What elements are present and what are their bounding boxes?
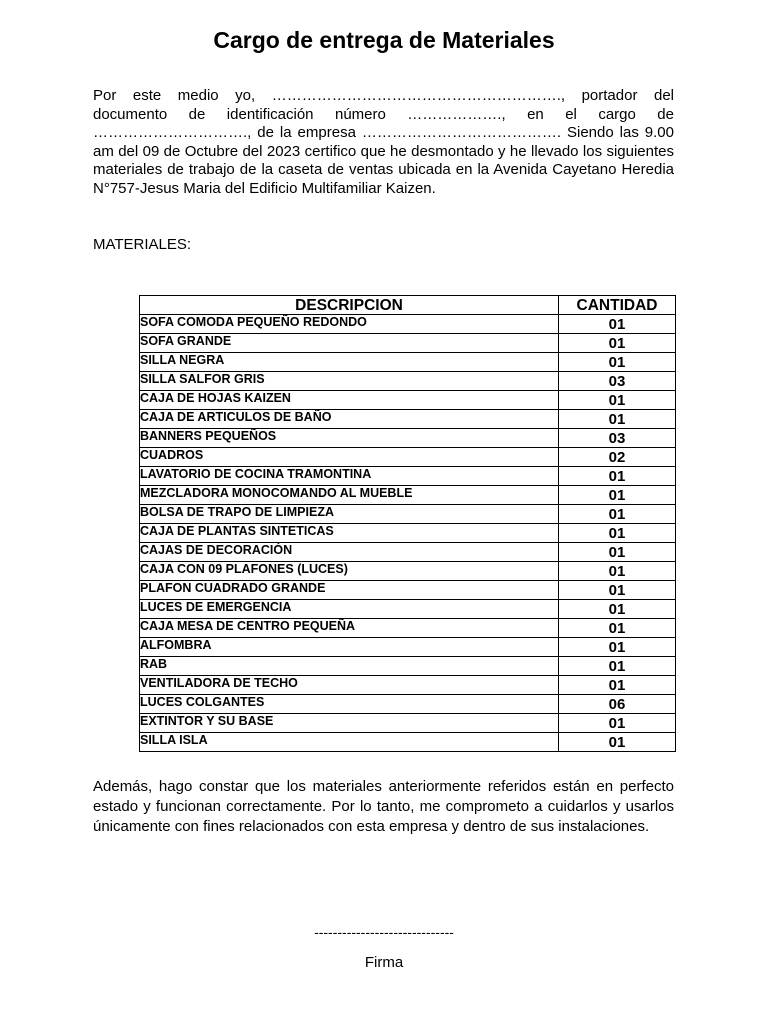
material-description: SILLA ISLA [140, 733, 559, 752]
table-row [140, 429, 676, 448]
material-quantity: 01 [559, 657, 676, 676]
material-description: CAJAS DE DECORACIÓN [140, 543, 559, 562]
signature-line: ------------------------------ [314, 924, 454, 940]
header-description: DESCRIPCION [140, 296, 559, 315]
table-row [140, 391, 676, 410]
material-quantity: 01 [559, 505, 676, 524]
document-title: Cargo de entrega de Materiales [213, 27, 555, 53]
material-quantity: 01 [559, 543, 676, 562]
material-quantity: 01 [559, 353, 676, 372]
table-row [140, 695, 676, 714]
table-row [140, 581, 676, 600]
material-description: LUCES DE EMERGENCIA [140, 600, 559, 619]
table-row [140, 410, 676, 429]
material-description: RAB [140, 657, 559, 676]
material-quantity: 01 [559, 676, 676, 695]
table-row [140, 448, 676, 467]
table-row [140, 505, 676, 524]
material-description: BANNERS PEQUEÑOS [140, 429, 559, 448]
table-row [140, 714, 676, 733]
table-header-row [140, 296, 676, 315]
material-description: BOLSA DE TRAPO DE LIMPIEZA [140, 505, 559, 524]
material-quantity: 01 [559, 315, 676, 334]
material-description: CAJA DE ARTICULOS DE BAÑO [140, 410, 559, 429]
header-quantity: CANTIDAD [559, 296, 676, 315]
materials-label: MATERIALES: [93, 236, 192, 253]
material-quantity: 03 [559, 372, 676, 391]
closing-paragraph: Además, hago constar que los materiales anteriormente referidos están en perfecto estado y funcionan correctamente. Por lo tanto, me comprometo a cuidarlos y usarlos únicamente con fines relacionados con esta empresa y dentro de sus instalaciones. [93, 778, 674, 835]
table-row [140, 334, 676, 353]
table-row [140, 657, 676, 676]
intro-paragraph: Por este medio yo, …………………………………………………., portador del documento de identificación número ………………., en el cargo de …………………………., de la empresa …………………………………. Siendo las 9.00 am del 09 de Octubre del 2023 certifico que he desmontado y he llevado los siguientes materiales de trabajo de la caseta de ventas ubicada en la Avenida Cayetano Heredia N°757-Jesus Maria del Edificio Multifamiliar Kaizen. [93, 87, 674, 197]
material-description: MEZCLADORA MONOCOMANDO AL MUEBLE [140, 486, 559, 505]
material-quantity: 01 [559, 733, 676, 752]
material-quantity: 01 [559, 334, 676, 353]
material-quantity: 03 [559, 429, 676, 448]
material-description: LAVATORIO DE COCINA TRAMONTINA [140, 467, 559, 486]
materials-table [139, 295, 676, 752]
material-quantity: 01 [559, 619, 676, 638]
material-quantity: 01 [559, 714, 676, 733]
material-description: VENTILADORA DE TECHO [140, 676, 559, 695]
material-quantity: 06 [559, 695, 676, 714]
material-description: ALFOMBRA [140, 638, 559, 657]
table-row [140, 353, 676, 372]
material-quantity: 01 [559, 391, 676, 410]
material-quantity: 01 [559, 638, 676, 657]
material-quantity: 01 [559, 410, 676, 429]
material-quantity: 01 [559, 600, 676, 619]
table-row [140, 638, 676, 657]
table-row [140, 467, 676, 486]
materials-table-body [140, 315, 676, 752]
material-quantity: 01 [559, 562, 676, 581]
material-description: SILLA SALFOR GRIS [140, 372, 559, 391]
material-description: CUADROS [140, 448, 559, 467]
material-description: SILLA NEGRA [140, 353, 559, 372]
table-row [140, 524, 676, 543]
material-description: CAJA DE HOJAS KAIZEN [140, 391, 559, 410]
table-row [140, 600, 676, 619]
table-row [140, 676, 676, 695]
material-description: SOFA GRANDE [140, 334, 559, 353]
table-row [140, 315, 676, 334]
table-row [140, 562, 676, 581]
material-description: CAJA DE PLANTAS SINTETICAS [140, 524, 559, 543]
material-description: EXTINTOR Y SU BASE [140, 714, 559, 733]
material-description: LUCES COLGANTES [140, 695, 559, 714]
table-row [140, 619, 676, 638]
material-quantity: 01 [559, 486, 676, 505]
material-description: CAJA CON 09 PLAFONES (LUCES) [140, 562, 559, 581]
material-description: CAJA MESA DE CENTRO PEQUEÑA [140, 619, 559, 638]
table-row [140, 733, 676, 752]
signature-label: Firma [364, 954, 404, 971]
material-quantity: 01 [559, 467, 676, 486]
material-quantity: 01 [559, 524, 676, 543]
material-quantity: 01 [559, 581, 676, 600]
table-row [140, 486, 676, 505]
table-row [140, 543, 676, 562]
table-row [140, 372, 676, 391]
material-quantity: 02 [559, 448, 676, 467]
material-description: PLAFON CUADRADO GRANDE [140, 581, 559, 600]
material-description: SOFA COMODA PEQUEÑO REDONDO [140, 315, 559, 334]
